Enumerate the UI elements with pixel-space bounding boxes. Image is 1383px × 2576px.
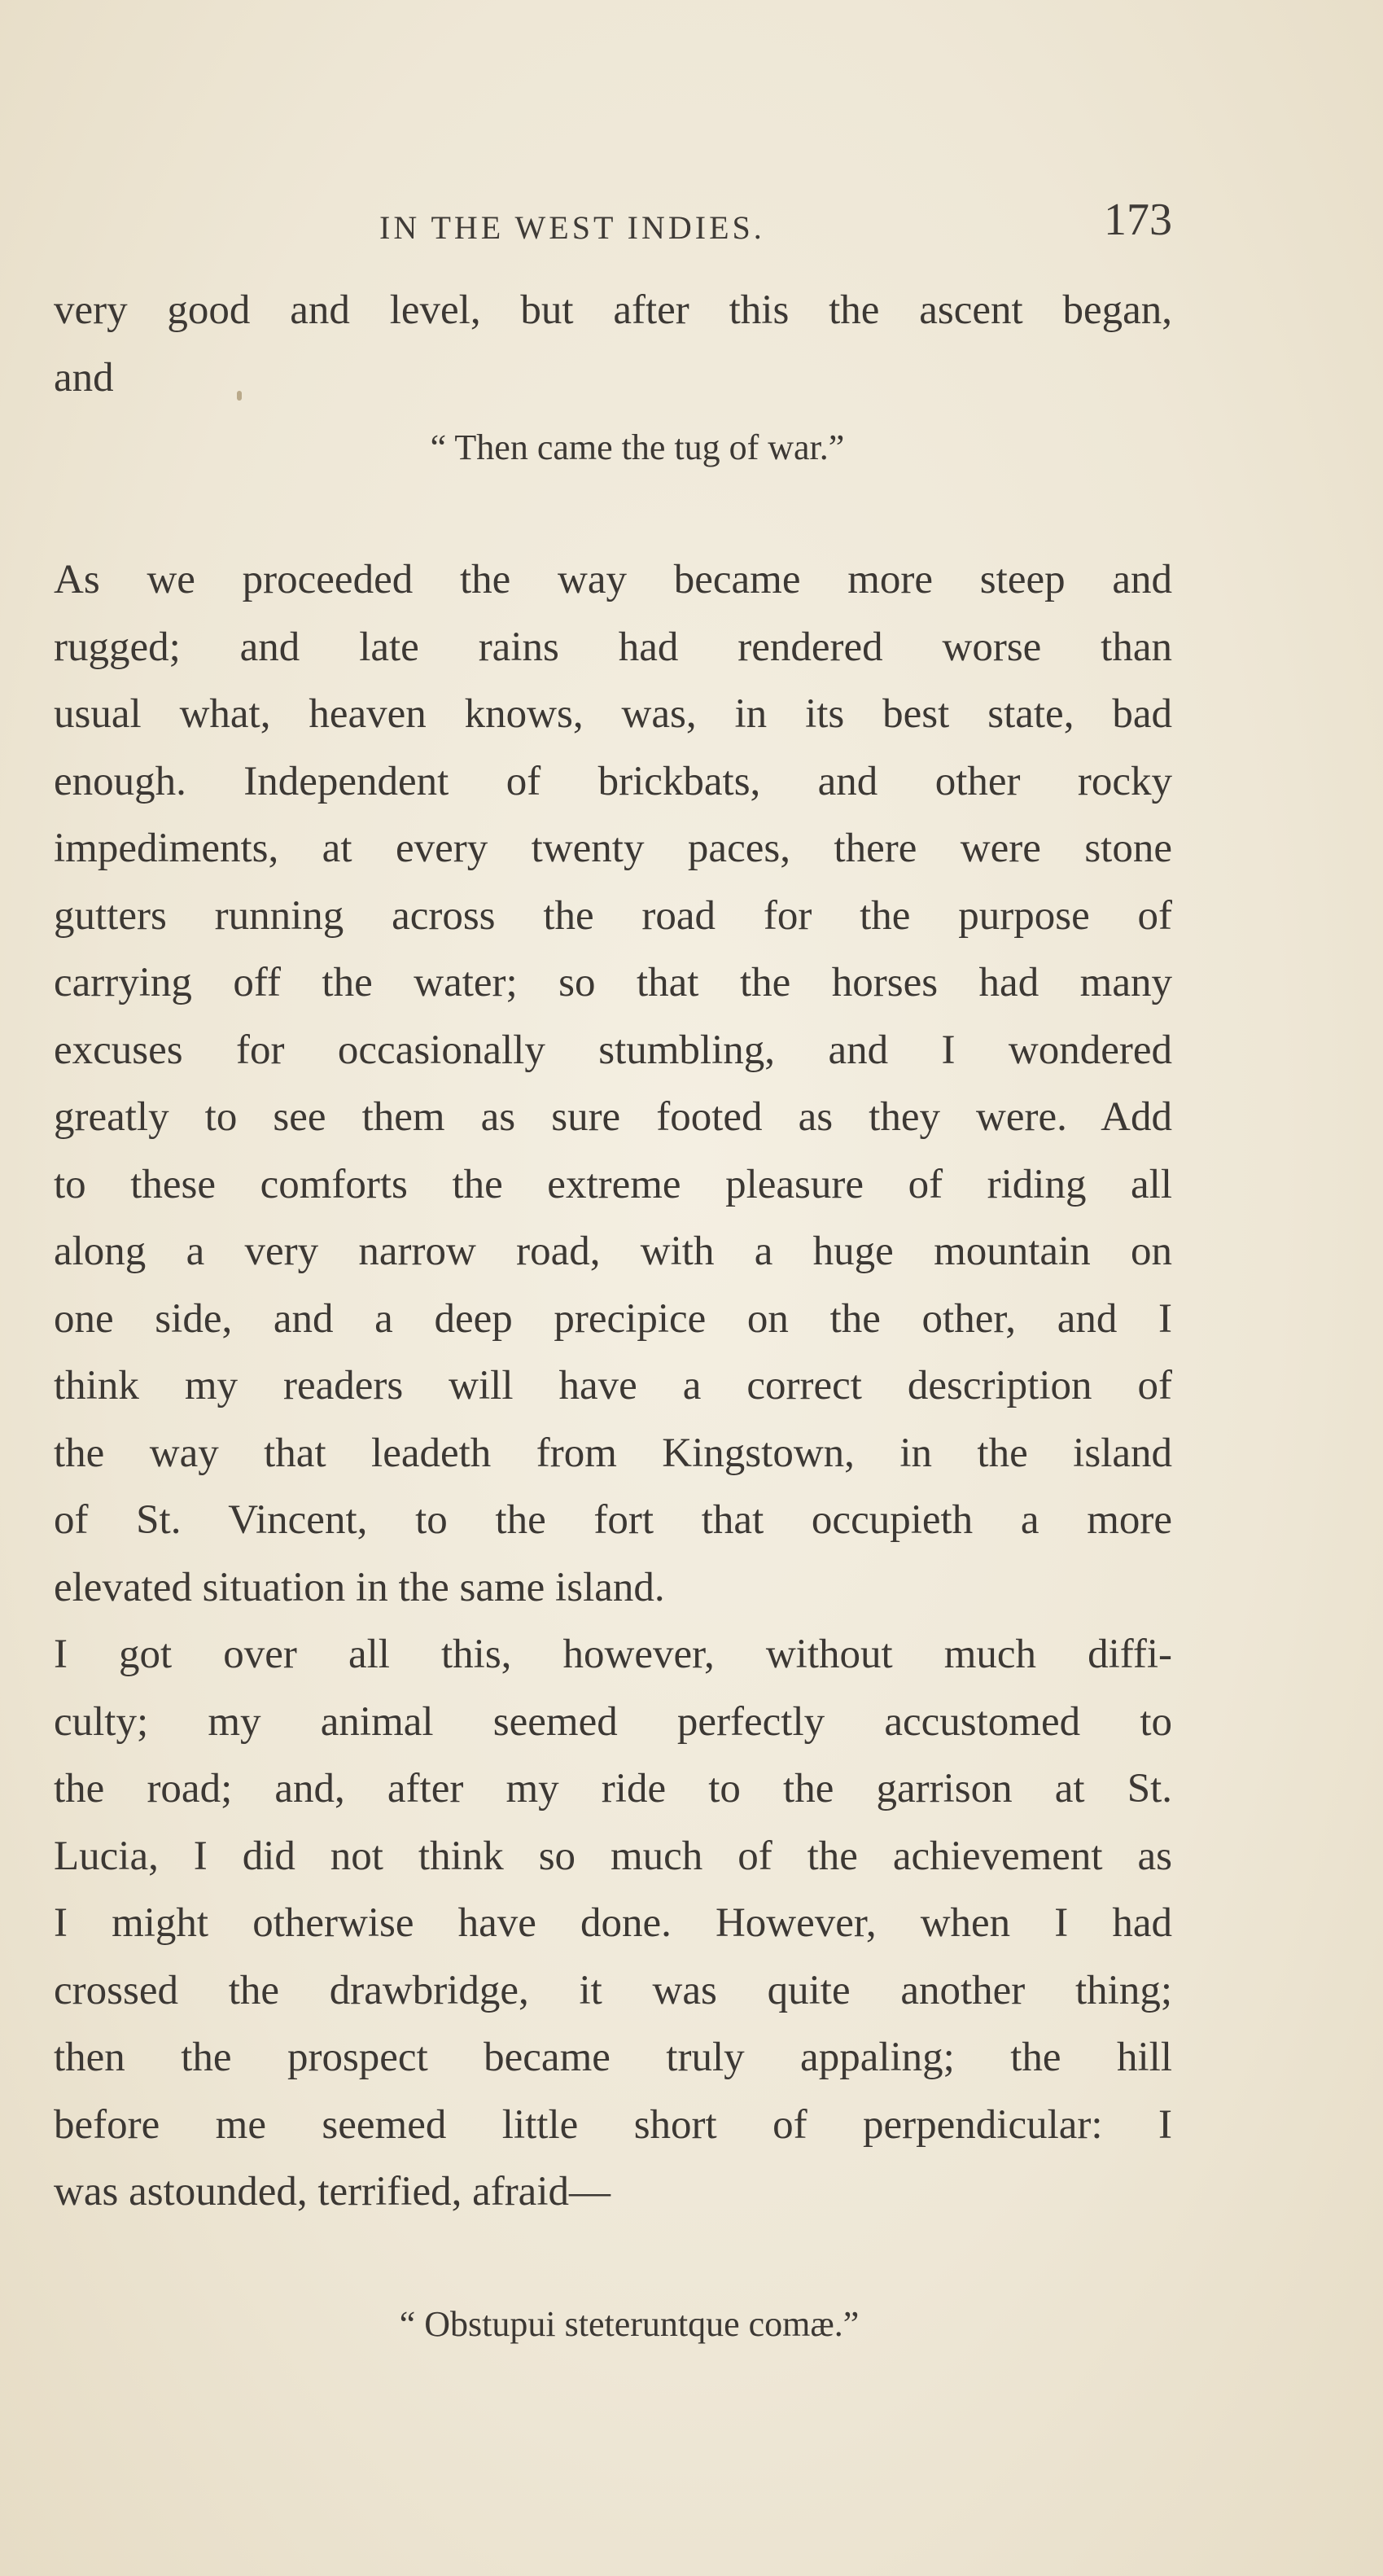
paragraph-2 [54, 546, 1172, 1621]
text-line: then the prospect became truly appaling; the hill [54, 2035, 1172, 2080]
text-line: usual what, heaven knows, was, in its best state, bad [54, 691, 1172, 737]
page-header [54, 189, 1172, 254]
text-line: I might otherwise have done. However, when I had [54, 1900, 1172, 1946]
paragraph-1 [54, 277, 1172, 411]
body-text [54, 277, 1172, 2358]
text-line: the road; and, after my ride to the garrison at St. [54, 1766, 1172, 1812]
text-line: I got over all this, however, without much diffi- [54, 1632, 1172, 1677]
text-line: excuses for occasionally stumbling, and I wondered [54, 1027, 1172, 1073]
text-line: impediments, at every twenty paces, there were stone [54, 826, 1172, 871]
page-number: 173 [1104, 195, 1172, 245]
text-line: along a very narrow road, with a huge mountain on [54, 1229, 1172, 1274]
text-line: think my readers will have a correct description of [54, 1363, 1172, 1408]
text-line: one side, and a deep precipice on the other, and I [54, 1295, 1172, 1342]
text-line: to these comforts the extreme pleasure of riding all [54, 1161, 1172, 1207]
text-line: was astounded, terrified, afraid— [54, 2169, 611, 2215]
text-line: before me seemed little short of perpendicular: I [54, 2101, 1172, 2148]
text-line: rugged; and late rains had rendered worse than [54, 624, 1172, 670]
text-line: gutters running across the road for the purpose of [54, 892, 1172, 939]
text-line: As we proceeded the way became more steep and [54, 557, 1172, 602]
text-line: very good and level, but after this the ascent began, [54, 287, 1172, 333]
running-head: IN THE WEST INDIES. [379, 209, 765, 246]
ink-speck [237, 391, 242, 401]
text-line: elevated situation in the same island. [54, 1564, 665, 1610]
text-line: Lucia, I did not think so much of the achievement as [54, 1833, 1172, 1879]
text-line: and [54, 354, 114, 401]
text-line: culty; my animal seemed perfectly accustomed to [54, 1698, 1172, 1745]
paragraph-3 [54, 1621, 1172, 2226]
quotation-2: “ Obstupui steteruntque comæ.” [399, 2303, 860, 2344]
text-line: crossed the drawbridge, it was quite another thing; [54, 1967, 1172, 2013]
text-line: the way that leadeth from Kingstown, in the island [54, 1430, 1172, 1476]
text-line: of St. Vincent, to the fort that occupieth a more [54, 1497, 1172, 1543]
text-line: carrying off the water; so that the horses had many [54, 960, 1172, 1005]
text-line: enough. Independent of brickbats, and other rocky [54, 758, 1172, 804]
quotation-1: “ Then came the tug of war.” [430, 427, 845, 467]
text-line: greatly to see them as sure footed as they were. Add [54, 1094, 1172, 1140]
